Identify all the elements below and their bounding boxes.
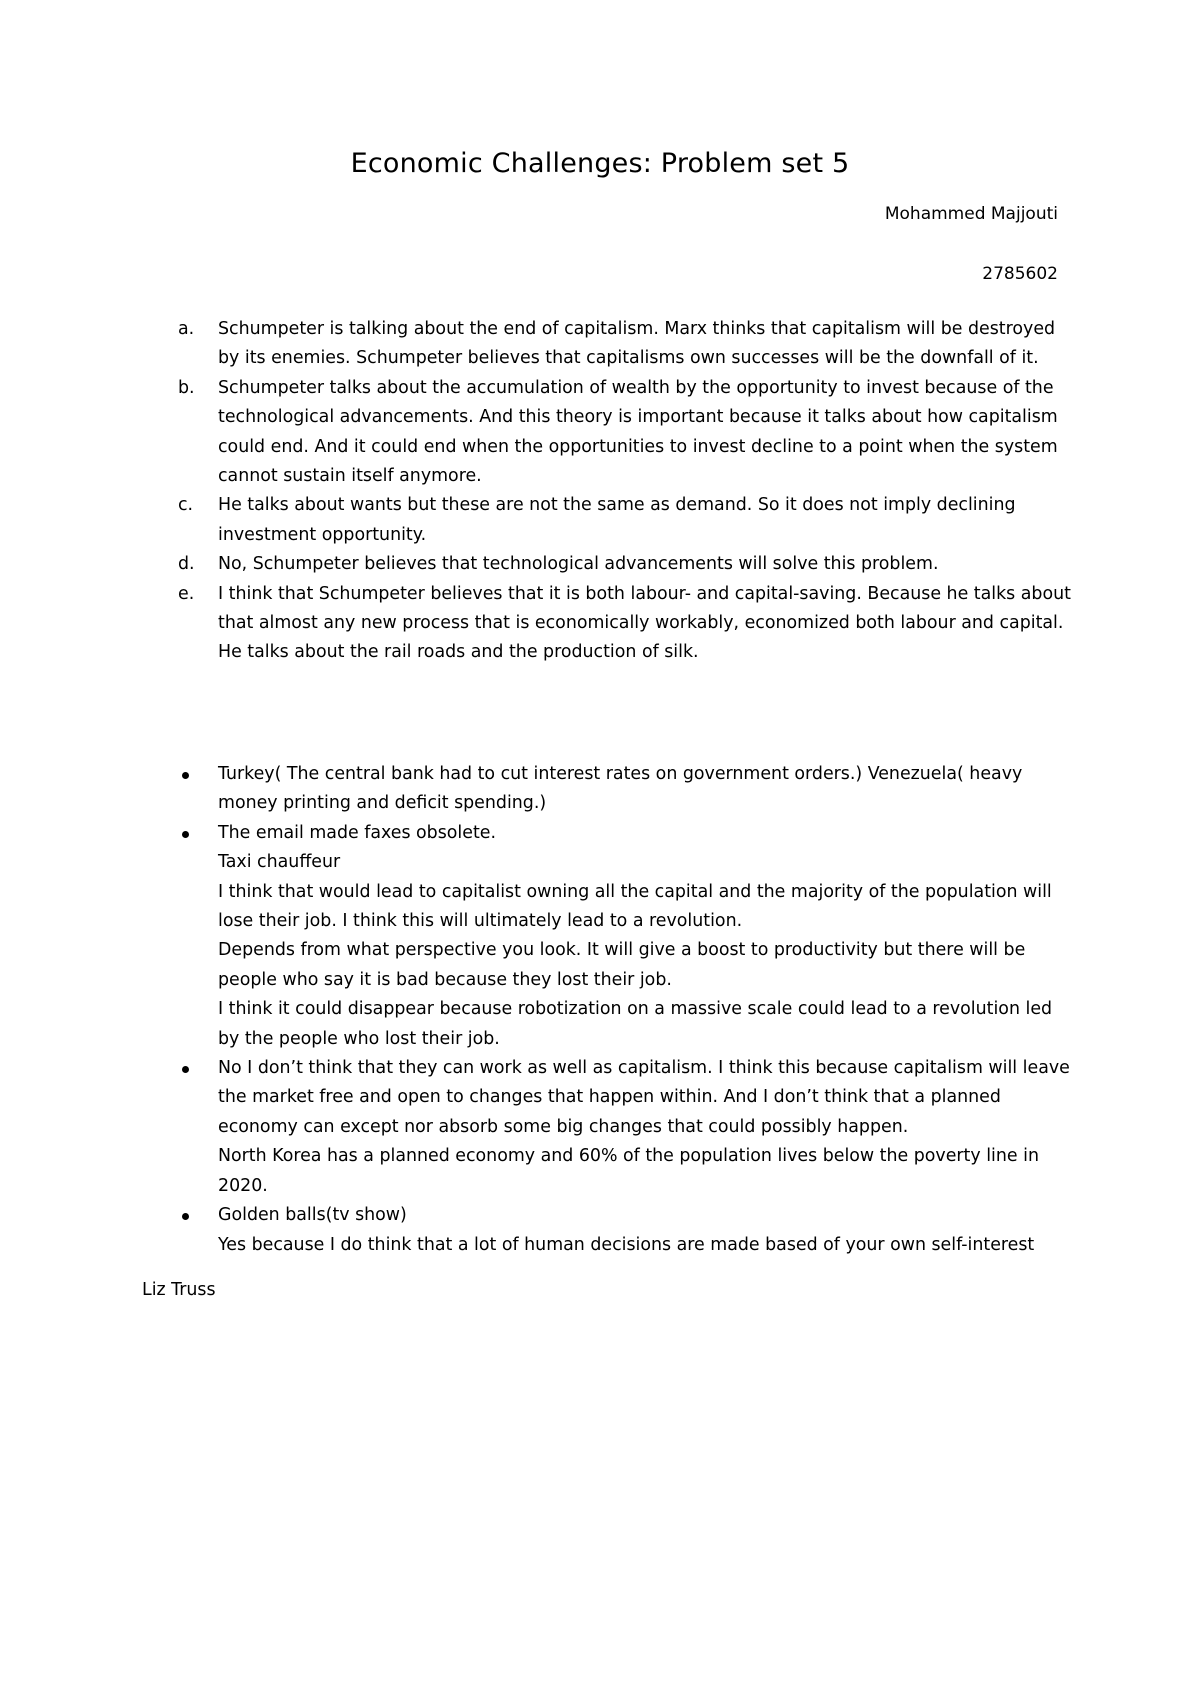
- bullet-item: [176, 760, 1071, 819]
- bullet-line: The email made faxes obsolete.: [218, 822, 497, 843]
- bullet-line: North Korea has a planned economy and 60% of the population lives below the poverty line in 2020.: [218, 1146, 1039, 1196]
- answer-marker: e.: [178, 583, 195, 604]
- bullet-line: Yes because I do think that a lot of human decisions are made based of your own self-interest: [218, 1234, 1035, 1255]
- answer-text: Schumpeter talks about the accumulation of wealth by the opportunity to invest because of the technological advancements. And this theory is important because it talks about how capitalism could end. And it could end when the opportunities to invest decline to a point when the system cannot sustain itself anymore.: [218, 377, 1058, 487]
- answer-text: I think that Schumpeter believes that it is both labour- and capital-saving. Because he talks about that almost any new process that is economically workably, economized both labour and capital. He talks about the rail roads and the production of silk.: [218, 583, 1071, 663]
- bullet-list: [176, 760, 1071, 1260]
- bullet-dot-icon: [182, 831, 189, 838]
- bullet-line: Depends from what perspective you look. It will give a boost to productivity but there will be people who say it is bad because they lost their job.: [218, 940, 1026, 990]
- answer-marker: d.: [178, 554, 195, 575]
- bullet-line: I think it could disappear because robotization on a massive scale could lead to a revolution led by the people who lost their job.: [218, 999, 1053, 1049]
- bullet-line: Taxi chauffeur: [218, 852, 341, 873]
- answer-item-d: [176, 550, 1071, 579]
- answer-text: He talks about wants but these are not the same as demand. So it does not imply declining investment opportunity.: [218, 495, 1016, 545]
- answers-list: [176, 315, 1071, 668]
- answer-marker: a.: [178, 319, 195, 339]
- bullet-dot-icon: [182, 1066, 189, 1073]
- answer-text: Schumpeter is talking about the end of capitalism. Marx thinks that capitalism will be destroyed by its enemies. Schumpeter believes that capitalisms own successes will be the downfall of it.: [218, 319, 1056, 369]
- bullet-line: Golden balls(tv show): [218, 1205, 407, 1226]
- bullet-line: Turkey( The central bank had to cut interest rates on government orders.) Venezuela( heavy money printing and deficit spending.): [218, 764, 1023, 814]
- author-name: Mohammed Majjouti: [884, 204, 1058, 224]
- bullet-item: [176, 1201, 1071, 1260]
- bullet-item: [176, 819, 1071, 1054]
- answer-text: No, Schumpeter believes that technological advancements will solve this problem.: [218, 554, 939, 575]
- document-title: Economic Challenges: Problem set 5: [350, 148, 850, 179]
- student-id: 2785602: [982, 264, 1058, 284]
- answer-item-c: [176, 491, 1071, 550]
- answer-marker: b.: [178, 377, 195, 398]
- bullet-dot-icon: [182, 772, 189, 779]
- bullet-dot-icon: [182, 1213, 189, 1220]
- answer-item-a: [176, 315, 1071, 374]
- footer-name: Liz Truss: [142, 1280, 216, 1300]
- bullet-line: I think that would lead to capitalist owning all the capital and the majority of the population will lose their job. I think this will ultimately lead to a revolution.: [218, 881, 1052, 932]
- bullet-item: [176, 1054, 1071, 1201]
- answer-item-e: [176, 580, 1071, 668]
- answer-marker: c.: [178, 495, 194, 516]
- bullet-line: No I don’t think that they can work as well as capitalism. I think this because capitalism will leave the market free and open to changes that happen within. And I don’t think that a planned economy can except nor absorb some big changes that could possibly happen.: [218, 1058, 1070, 1137]
- answer-item-b: [176, 374, 1071, 492]
